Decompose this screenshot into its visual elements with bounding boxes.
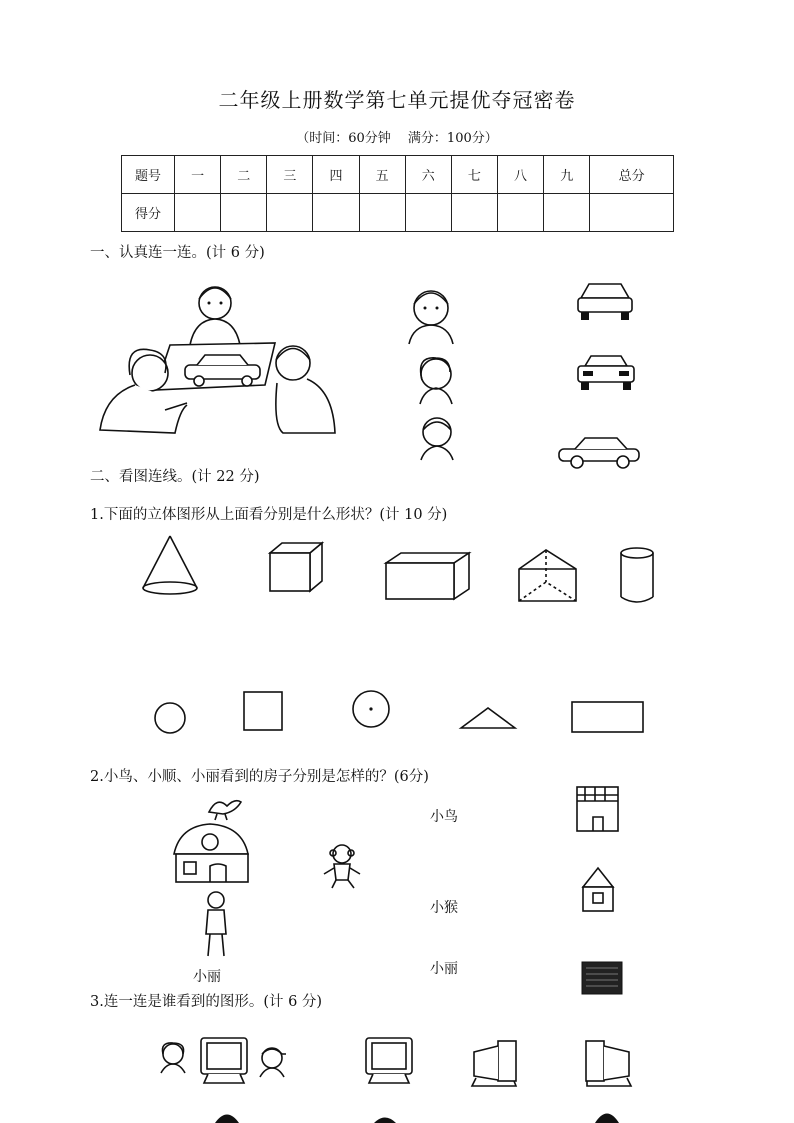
question-2-heading: 2.小鸟、小顺、小丽看到的房子分别是怎样的？(6分) (90, 769, 429, 785)
side-face-girl-icon[interactable] (412, 350, 462, 405)
score-cell[interactable] (221, 194, 267, 232)
cuboid-icon[interactable] (383, 551, 473, 601)
question-3-heading: 3.连一连是谁看到的图形。(计 6 分) (90, 994, 323, 1010)
section-2-heading: 二、看图连线。(计 22 分) (90, 469, 260, 485)
monkey-figure-icon (320, 842, 365, 892)
car-side-icon[interactable] (557, 435, 642, 470)
triangle-shape-icon[interactable] (458, 705, 518, 731)
score-cell[interactable] (313, 194, 359, 232)
header-cell: 三 (267, 156, 313, 194)
xiaoli-figure-label: 小丽 (193, 969, 221, 985)
side-face-boy-icon[interactable] (415, 412, 460, 462)
monitor-front-icon (198, 1035, 250, 1087)
house-view-top-icon[interactable] (580, 960, 624, 996)
header-cell: 题号 (122, 156, 175, 194)
circle-with-dot-icon[interactable] (350, 688, 392, 730)
score-cell[interactable] (267, 194, 313, 232)
monitor-view-front-icon[interactable] (363, 1035, 415, 1087)
header-cell: 七 (451, 156, 497, 194)
table-scene-illustration (95, 275, 345, 440)
header-cell: 一 (175, 156, 221, 194)
score-cell[interactable] (405, 194, 451, 232)
score-table-score-row (122, 194, 674, 232)
score-row-label: 得分 (122, 194, 175, 232)
next-row-figure-icon (213, 1112, 241, 1123)
monitor-view-right-icon[interactable] (583, 1038, 635, 1088)
house-view-front-icon[interactable] (575, 785, 620, 833)
car-back-icon[interactable] (575, 352, 637, 394)
triangular-prism-icon[interactable] (516, 547, 581, 605)
boy-cap-icon (256, 1042, 288, 1078)
next-row-figure-icon (593, 1110, 621, 1123)
cone-icon[interactable] (140, 533, 200, 598)
next-row-figure-icon (372, 1116, 398, 1123)
monitor-view-left-icon[interactable] (468, 1038, 520, 1088)
page-title: 二年级上册数学第七单元提优夺冠密卷 (218, 88, 576, 112)
cylinder-icon[interactable] (618, 545, 656, 607)
score-table-header-row (122, 156, 674, 194)
score-cell[interactable] (451, 194, 497, 232)
exam-subtitle: （时间：60分钟 满分：100分） (296, 131, 498, 146)
header-cell: 九 (544, 156, 590, 194)
house-illustration (170, 820, 252, 885)
circle-shape-icon[interactable] (152, 700, 188, 736)
square-shape-icon[interactable] (242, 690, 284, 732)
header-cell: 六 (405, 156, 451, 194)
header-cell: 四 (313, 156, 359, 194)
bird-icon (205, 792, 245, 822)
score-cell[interactable] (544, 194, 590, 232)
monkey-label: 小猴 (430, 900, 458, 916)
xiaoli-figure-icon (200, 890, 232, 960)
score-cell[interactable] (175, 194, 221, 232)
xiaoli-label: 小丽 (430, 961, 458, 977)
bird-label: 小鸟 (430, 809, 458, 825)
rectangle-shape-icon[interactable] (570, 700, 645, 734)
section-1-heading: 一、认真连一连。(计 6 分) (90, 245, 265, 261)
front-face-icon[interactable] (405, 280, 460, 345)
score-table (121, 155, 674, 232)
girl-face-icon (158, 1040, 188, 1074)
score-cell[interactable] (590, 194, 674, 232)
house-view-side-icon[interactable] (580, 865, 616, 915)
car-front-icon[interactable] (575, 278, 635, 323)
question-1-heading: 1.下面的立体图形从上面看分别是什么形状？(计 10 分) (90, 507, 448, 523)
score-cell[interactable] (359, 194, 405, 232)
header-cell: 五 (359, 156, 405, 194)
header-cell: 二 (221, 156, 267, 194)
header-cell: 总分 (590, 156, 674, 194)
cube-icon[interactable] (267, 541, 327, 593)
header-cell: 八 (497, 156, 543, 194)
score-cell[interactable] (497, 194, 543, 232)
